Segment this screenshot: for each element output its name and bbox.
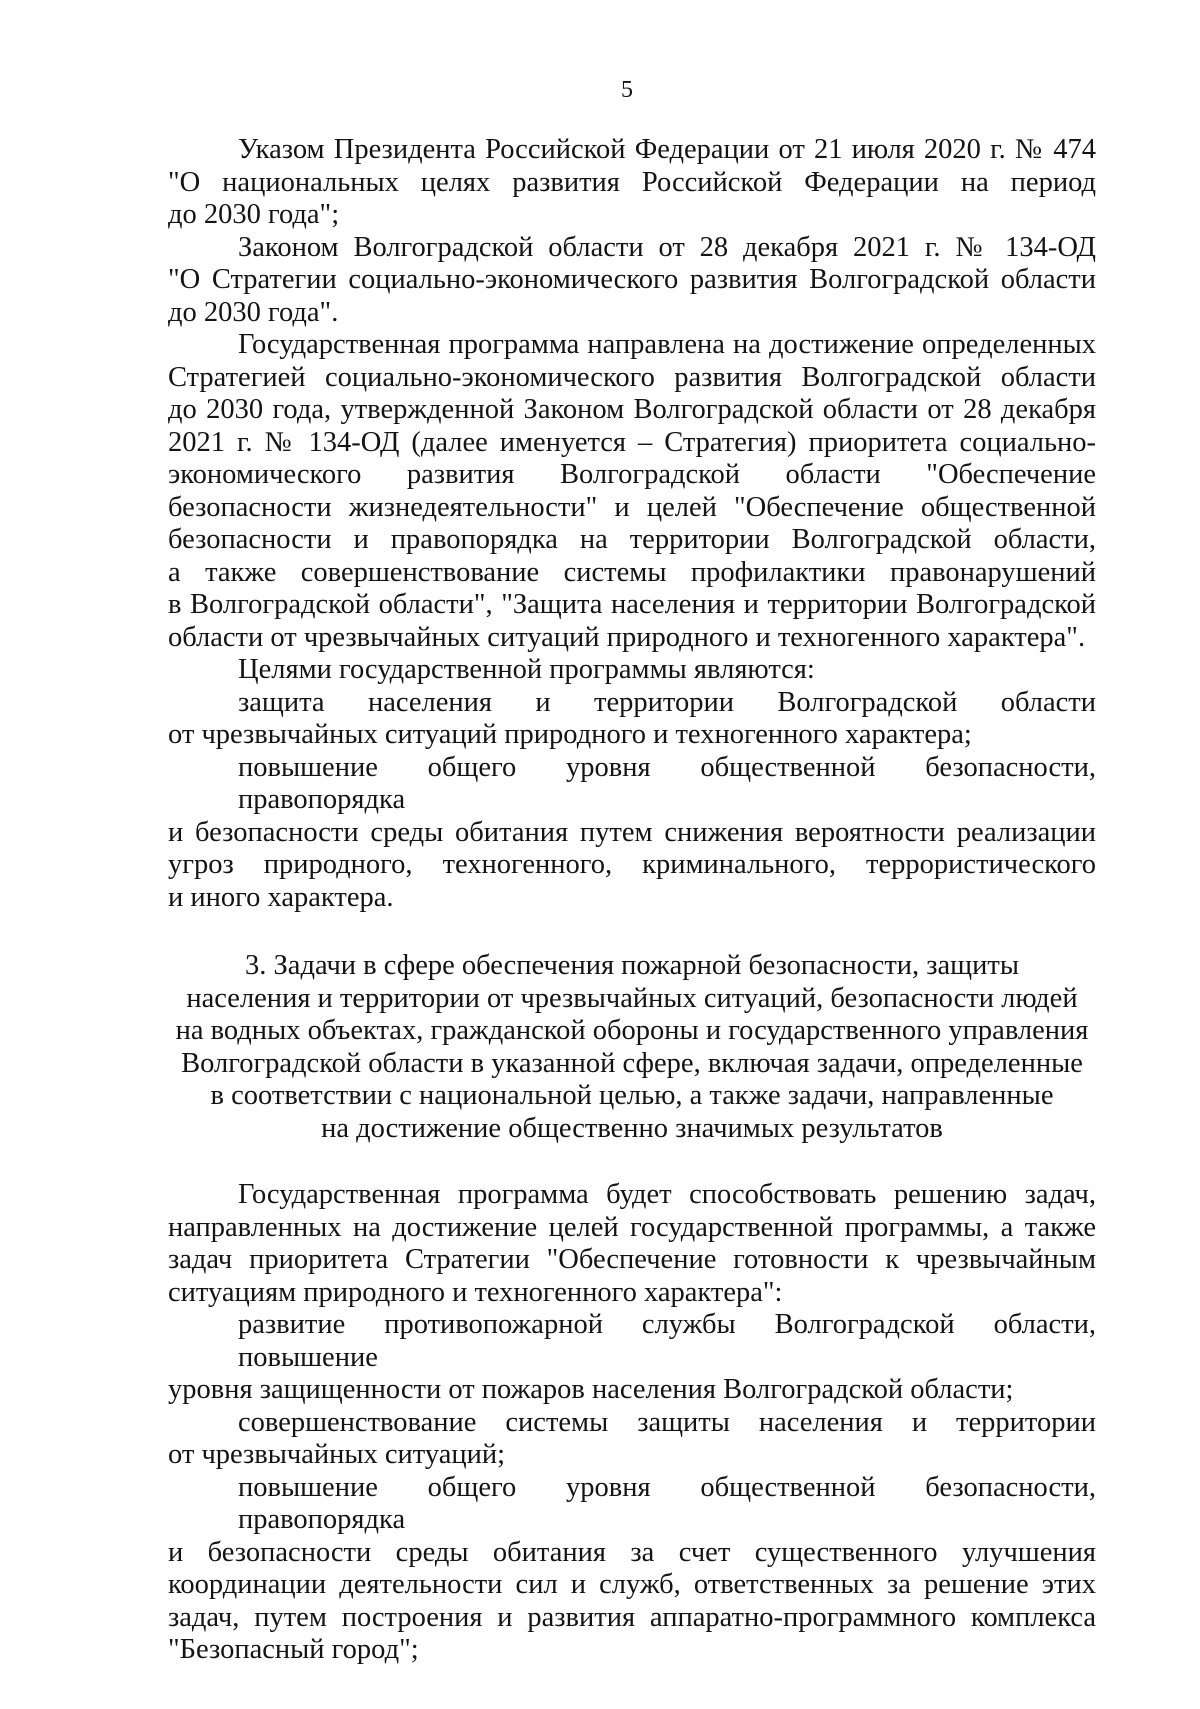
text-line: развитие противопожарной службы Волгоградской области, повышение	[238, 1309, 1096, 1373]
text-line: Государственная программа будет способствовать решению задач,	[238, 1179, 1096, 1210]
heading-line: на достижение общественно значимых результатов	[321, 1112, 943, 1144]
text-line: повышение общего уровня общественной безопасности, правопорядка	[238, 1471, 1096, 1535]
document-body	[168, 134, 1096, 1667]
text-line: Стратегией социально-экономического развития Волгоградской области	[168, 361, 1096, 393]
text-line: экономического развития Волгоградской области "Обеспечение	[168, 459, 1096, 490]
text-line: безопасности и правопорядка на территории Волгоградской области,	[168, 524, 1096, 555]
paragraph-regional-law	[168, 232, 1096, 330]
text-line: совершенствование системы защиты населения и территории	[238, 1406, 1096, 1438]
text-line: безопасности жизнедеятельности" и целей "Обеспечение общественной	[168, 491, 1096, 523]
text-line: направленных на достижение целей государственной программы, а также	[168, 1211, 1096, 1243]
text-line: 2021 г. № 134-ОД (далее именуется – Стратегия) приоритета социально-	[168, 426, 1096, 458]
text-line: "Безопасный город";	[168, 1634, 419, 1665]
section-heading	[168, 950, 1096, 1145]
text-line: защита населения и территории Волгоградской области	[238, 686, 1096, 718]
text-line: от чрезвычайных ситуаций;	[168, 1439, 506, 1470]
text-line: от чрезвычайных ситуаций природного и техногенного характера;	[168, 719, 972, 750]
text-line: Указом Президента Российской Федерации от 21 июля 2020 г. № 474	[238, 134, 1096, 165]
paragraph-program-purpose	[168, 329, 1096, 654]
text-line: координации деятельности сил и служб, ответственных за решение этих	[168, 1569, 1096, 1600]
text-line: повышение общего уровня общественной безопасности, правопорядка	[238, 751, 1096, 815]
paragraph-tasks-intro	[168, 1179, 1096, 1309]
heading-line: населения и территории от чрезвычайных ситуаций, безопасности людей	[186, 982, 1078, 1014]
text-line: "О Стратегии социально-экономического развития Волгоградской области	[168, 264, 1096, 295]
text-line: и иного характера.	[168, 881, 394, 913]
heading-line: в соответствии с национальной целью, а также задачи, направленные	[210, 1080, 1054, 1111]
paragraph-goals-intro	[168, 654, 1096, 687]
heading-line: Волгоградской области в указанной сфере, включая задачи, определенные	[181, 1047, 1083, 1079]
text-line: задач, путем построения и развития аппаратно-программного комплекса	[168, 1601, 1096, 1633]
heading-line: 3. Задачи в сфере обеспечения пожарной безопасности, защиты	[245, 950, 1019, 981]
text-line: и безопасности среды обитания путем снижения вероятности реализации	[168, 816, 1096, 848]
heading-line: на водных объектах, гражданской обороны и государственного управления	[175, 1015, 1089, 1046]
paragraph-goal-safety	[168, 752, 1096, 915]
text-line: Целями государственной программы являются:	[238, 654, 815, 685]
text-line: задач приоритета Стратегии "Обеспечение готовности к чрезвычайным	[168, 1244, 1096, 1275]
text-line: ситуациям природного и техногенного характера":	[168, 1276, 783, 1308]
text-line: области от чрезвычайных ситуаций природного и техногенного характера".	[168, 621, 1086, 653]
paragraph-goal-protection	[168, 687, 1096, 752]
text-line: в Волгоградской области", "Защита населения и территории Волгоградской	[168, 589, 1096, 620]
spacer	[168, 1145, 1096, 1179]
text-line: а также совершенствование системы профилактики правонарушений	[168, 556, 1096, 588]
text-line: Законом Волгоградской области от 28 декабря 2021 г. № 134-ОД	[238, 231, 1096, 263]
paragraph-presidential-decree	[168, 134, 1096, 232]
paragraph-task-protection-system	[168, 1407, 1096, 1472]
page-number: 5	[621, 77, 633, 103]
text-line: угроз природного, техногенного, криминального, террористического	[168, 849, 1096, 880]
text-line: до 2030 года, утвержденной Законом Волгоградской области от 28 декабря	[168, 394, 1096, 425]
text-line: Государственная программа направлена на достижение определенных	[238, 329, 1096, 360]
text-line: до 2030 года";	[168, 199, 340, 230]
text-line: до 2030 года".	[168, 296, 339, 328]
paragraph-task-fire-service	[168, 1309, 1096, 1407]
paragraph-task-safe-city	[168, 1472, 1096, 1667]
text-line: уровня защищенности от пожаров населения Волгоградской области;	[168, 1374, 1014, 1405]
text-line: и безопасности среды обитания за счет существенного улучшения	[168, 1536, 1096, 1568]
text-line: "О национальных целях развития Российской Федерации на период	[168, 166, 1096, 198]
